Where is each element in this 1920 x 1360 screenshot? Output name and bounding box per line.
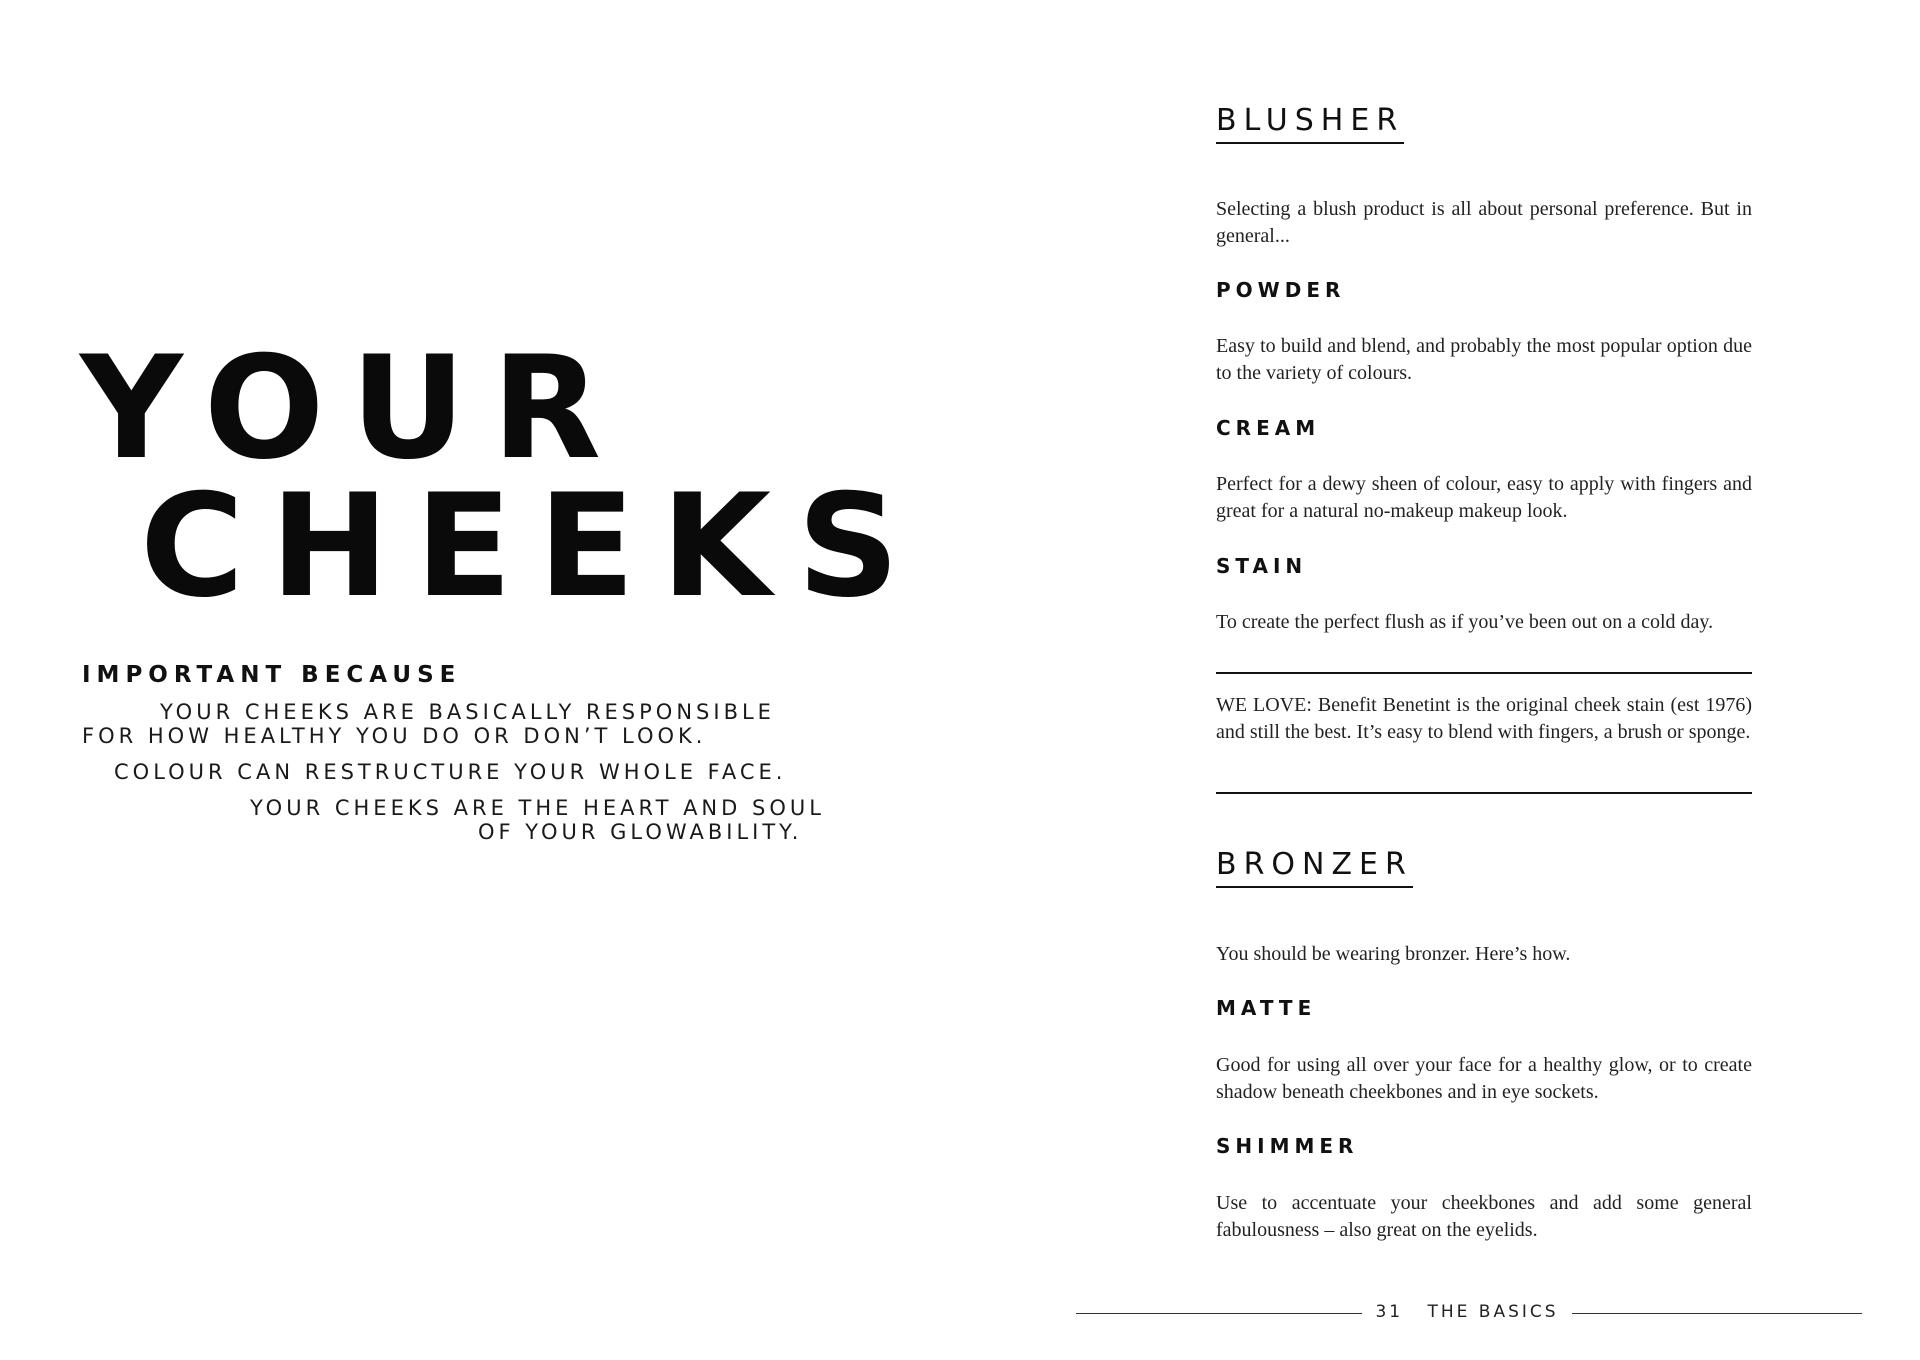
- bronzer-intro: You should be wearing bronzer. Here’s how.: [1216, 943, 1571, 965]
- page-footer: [1362, 1302, 1572, 1322]
- reason-3-line-1: YOUR CHEEKS ARE THE HEART AND SOUL: [250, 796, 825, 820]
- reason-3-line-2: OF YOUR GLOWABILITY.: [478, 820, 803, 844]
- title-line-your: YOUR: [80, 326, 628, 491]
- shimmer-heading: SHIMMER: [1216, 1134, 1359, 1158]
- footer-section-name: THE BASICS: [1427, 1302, 1559, 1322]
- page-title: [80, 326, 926, 629]
- cream-heading: CREAM: [1216, 416, 1321, 440]
- matte-heading: MATTE: [1216, 996, 1317, 1020]
- matte-text: Good for using all over your face for a healthy glow, or to create shadow beneath cheekbones and in eye sockets.: [1216, 1054, 1752, 1103]
- title-line-cheeks: CHEEKS: [140, 464, 926, 629]
- page-number: 31: [1375, 1302, 1404, 1322]
- reason-2-line-1: COLOUR CAN RESTRUCTURE YOUR WHOLE FACE.: [114, 760, 787, 784]
- cream-text: Perfect for a dewy sheen of colour, easy to apply with fingers and great for a natural no-makeup makeup look.: [1216, 473, 1752, 522]
- footer-rule-left: [1076, 1313, 1362, 1314]
- powder-heading: POWDER: [1216, 278, 1346, 302]
- shimmer-text: Use to accentuate your cheekbones and add some general fabulousness – also great on the eyelids.: [1216, 1192, 1752, 1241]
- important-because-heading: IMPORTANT BECAUSE: [82, 662, 462, 688]
- reason-1-line-1: YOUR CHEEKS ARE BASICALLY RESPONSIBLE: [160, 700, 775, 724]
- we-love-tip-text: WE LOVE: Benefit Benetint is the original cheek stain (est 1976) and still the best. It’s easy to blend with fingers, a brush or sponge.: [1216, 694, 1752, 743]
- blusher-section-title: BLUSHER: [1216, 104, 1404, 144]
- footer-rule-right: [1572, 1313, 1862, 1314]
- stain-heading: STAIN: [1216, 554, 1308, 578]
- stain-text: To create the perfect flush as if you’ve been out on a cold day.: [1216, 611, 1714, 633]
- bronzer-section-title: BRONZER: [1216, 848, 1413, 888]
- reason-1-line-2: FOR HOW HEALTHY YOU DO OR DON’T LOOK.: [82, 724, 707, 748]
- blusher-intro: Selecting a blush product is all about personal preference. But in general...: [1216, 198, 1752, 247]
- powder-text: Easy to build and blend, and probably the most popular option due to the variety of colours.: [1216, 335, 1752, 384]
- we-love-tip-box: [1216, 672, 1752, 794]
